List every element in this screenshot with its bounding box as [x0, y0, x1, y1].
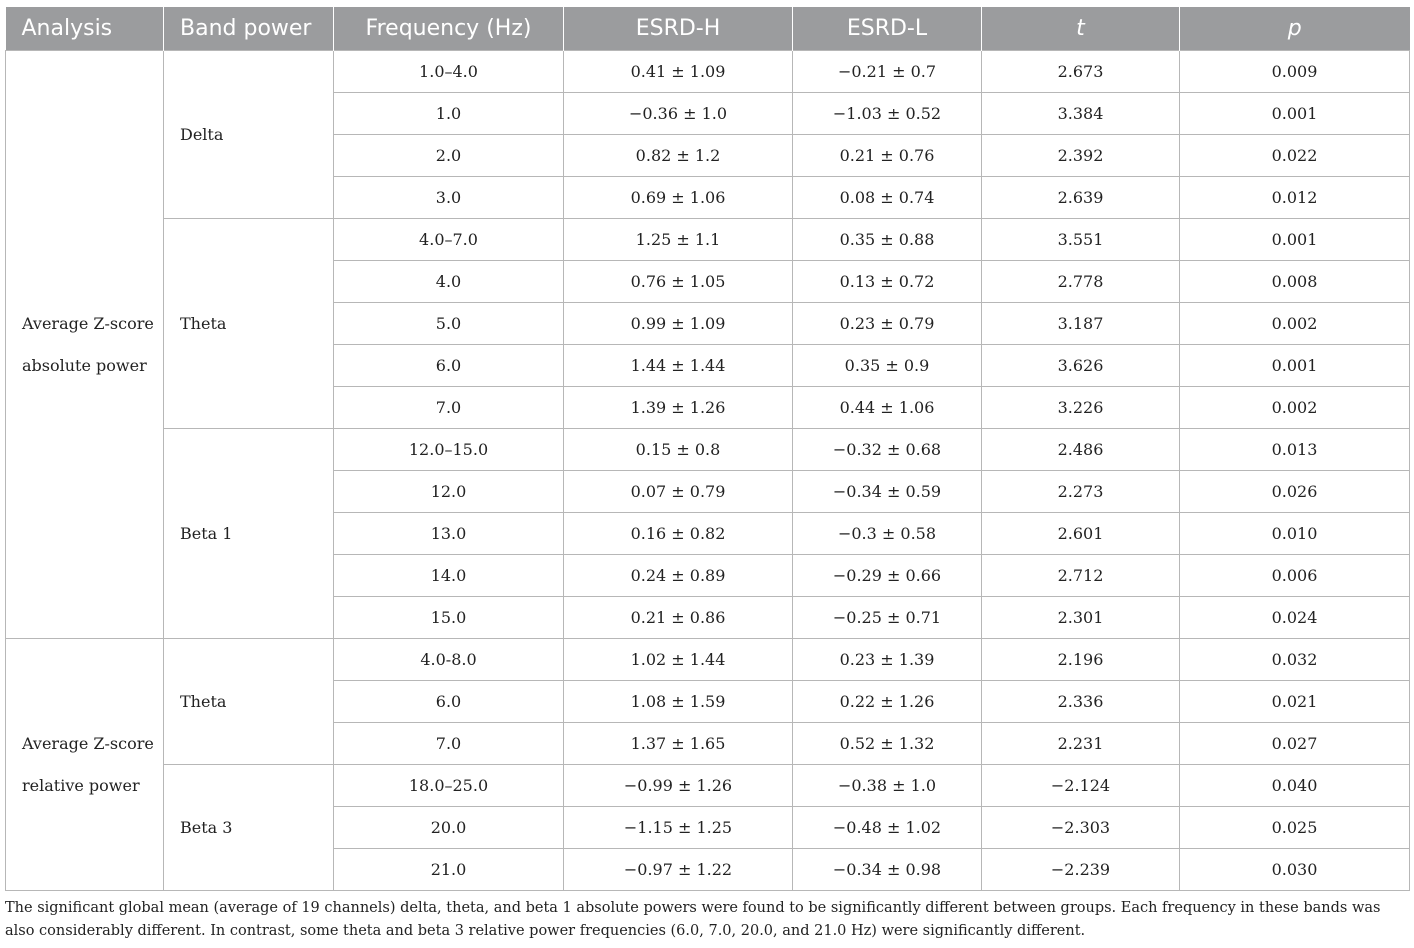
p-cell: 0.002 [1180, 303, 1410, 345]
band-cell: Beta 3 [164, 765, 334, 891]
p-cell: 0.001 [1180, 93, 1410, 135]
esrd-l-cell: −0.34 ± 0.59 [793, 471, 982, 513]
esrd-h-cell: −0.97 ± 1.22 [564, 849, 793, 891]
p-cell: 0.009 [1180, 51, 1410, 93]
esrd-l-cell: 0.44 ± 1.06 [793, 387, 982, 429]
p-cell: 0.001 [1180, 219, 1410, 261]
p-cell: 0.021 [1180, 681, 1410, 723]
esrd-l-cell: 0.35 ± 0.88 [793, 219, 982, 261]
esrd-h-cell: −1.15 ± 1.25 [564, 807, 793, 849]
t-cell: 2.712 [982, 555, 1180, 597]
p-cell: 0.026 [1180, 471, 1410, 513]
header-esrd-l: ESRD-L [793, 7, 982, 51]
esrd-h-cell: 0.82 ± 1.2 [564, 135, 793, 177]
p-cell: 0.013 [1180, 429, 1410, 471]
results-table-container [5, 7, 1409, 891]
freq-cell: 15.0 [334, 597, 564, 639]
p-cell: 0.008 [1180, 261, 1410, 303]
esrd-h-cell: 0.07 ± 0.79 [564, 471, 793, 513]
freq-cell: 18.0–25.0 [334, 765, 564, 807]
esrd-h-cell: 0.16 ± 0.82 [564, 513, 793, 555]
freq-cell: 12.0–15.0 [334, 429, 564, 471]
freq-cell: 6.0 [334, 681, 564, 723]
t-cell: 2.231 [982, 723, 1180, 765]
p-cell: 0.024 [1180, 597, 1410, 639]
p-cell: 0.032 [1180, 639, 1410, 681]
esrd-l-cell: −1.03 ± 0.52 [793, 93, 982, 135]
table-footnote: The significant global mean (average of 19 channels) delta, theta, and beta 1 absolute powers were found to be significantly different between groups. Each frequency in these bands was also considerably different. In contrast, some theta and beta 3 relative power frequencies (6.0, 7.0, 20.0, and 21.0 Hz) were significantly different. [5, 900, 1381, 939]
freq-cell: 20.0 [334, 807, 564, 849]
freq-cell: 14.0 [334, 555, 564, 597]
freq-cell: 6.0 [334, 345, 564, 387]
t-cell: 2.601 [982, 513, 1180, 555]
esrd-l-cell: 0.08 ± 0.74 [793, 177, 982, 219]
freq-cell: 12.0 [334, 471, 564, 513]
t-cell: 3.187 [982, 303, 1180, 345]
band-cell: Beta 1 [164, 429, 334, 639]
esrd-l-cell: 0.35 ± 0.9 [793, 345, 982, 387]
table-body [6, 51, 1410, 891]
p-cell: 0.006 [1180, 555, 1410, 597]
analysis-cell: Average Z-score absolute power [6, 51, 164, 639]
esrd-h-cell: 0.24 ± 0.89 [564, 555, 793, 597]
band-cell: Theta [164, 639, 334, 765]
t-cell: 2.673 [982, 51, 1180, 93]
table-row [6, 639, 1410, 681]
header-frequency: Frequency (Hz) [334, 7, 564, 51]
results-table [5, 7, 1410, 891]
t-cell: 2.778 [982, 261, 1180, 303]
header-t: t [982, 7, 1180, 51]
esrd-h-cell: 0.69 ± 1.06 [564, 177, 793, 219]
esrd-h-cell: 0.15 ± 0.8 [564, 429, 793, 471]
p-cell: 0.010 [1180, 513, 1410, 555]
t-cell: −2.239 [982, 849, 1180, 891]
t-cell: 3.384 [982, 93, 1180, 135]
esrd-h-cell: −0.99 ± 1.26 [564, 765, 793, 807]
t-cell: 3.226 [982, 387, 1180, 429]
esrd-h-cell: 1.44 ± 1.44 [564, 345, 793, 387]
t-cell: 2.196 [982, 639, 1180, 681]
t-cell: 3.626 [982, 345, 1180, 387]
p-cell: 0.001 [1180, 345, 1410, 387]
esrd-h-cell: 0.21 ± 0.86 [564, 597, 793, 639]
freq-cell: 2.0 [334, 135, 564, 177]
esrd-l-cell: −0.21 ± 0.7 [793, 51, 982, 93]
p-cell: 0.027 [1180, 723, 1410, 765]
table-row [6, 219, 1410, 261]
t-cell: 2.301 [982, 597, 1180, 639]
freq-cell: 4.0–7.0 [334, 219, 564, 261]
esrd-h-cell: 1.02 ± 1.44 [564, 639, 793, 681]
esrd-l-cell: 0.23 ± 1.39 [793, 639, 982, 681]
table-row [6, 765, 1410, 807]
freq-cell: 3.0 [334, 177, 564, 219]
p-cell: 0.002 [1180, 387, 1410, 429]
t-cell: 2.486 [982, 429, 1180, 471]
p-cell: 0.012 [1180, 177, 1410, 219]
table-row [6, 429, 1410, 471]
esrd-l-cell: −0.34 ± 0.98 [793, 849, 982, 891]
freq-cell: 7.0 [334, 387, 564, 429]
p-cell: 0.022 [1180, 135, 1410, 177]
header-esrd-h: ESRD-H [564, 7, 793, 51]
esrd-l-cell: 0.22 ± 1.26 [793, 681, 982, 723]
freq-cell: 5.0 [334, 303, 564, 345]
freq-cell: 21.0 [334, 849, 564, 891]
t-cell: 2.273 [982, 471, 1180, 513]
esrd-h-cell: 1.37 ± 1.65 [564, 723, 793, 765]
t-cell: 3.551 [982, 219, 1180, 261]
esrd-l-cell: −0.48 ± 1.02 [793, 807, 982, 849]
p-cell: 0.025 [1180, 807, 1410, 849]
t-cell: −2.303 [982, 807, 1180, 849]
header-row [6, 7, 1410, 51]
header-band-power: Band power [164, 7, 334, 51]
t-cell: 2.336 [982, 681, 1180, 723]
header-analysis: Analysis [6, 7, 164, 51]
esrd-l-cell: 0.21 ± 0.76 [793, 135, 982, 177]
freq-cell: 4.0 [334, 261, 564, 303]
esrd-h-cell: 1.25 ± 1.1 [564, 219, 793, 261]
esrd-h-cell: −0.36 ± 1.0 [564, 93, 793, 135]
freq-cell: 13.0 [334, 513, 564, 555]
header-p: p [1180, 7, 1410, 51]
esrd-h-cell: 0.41 ± 1.09 [564, 51, 793, 93]
esrd-h-cell: 0.76 ± 1.05 [564, 261, 793, 303]
analysis-cell: Average Z-score relative power [6, 639, 164, 891]
freq-cell: 1.0–4.0 [334, 51, 564, 93]
freq-cell: 7.0 [334, 723, 564, 765]
esrd-l-cell: −0.38 ± 1.0 [793, 765, 982, 807]
t-cell: 2.392 [982, 135, 1180, 177]
table-row [6, 51, 1410, 93]
esrd-l-cell: −0.3 ± 0.58 [793, 513, 982, 555]
freq-cell: 4.0-8.0 [334, 639, 564, 681]
t-cell: −2.124 [982, 765, 1180, 807]
p-cell: 0.040 [1180, 765, 1410, 807]
esrd-h-cell: 1.39 ± 1.26 [564, 387, 793, 429]
p-cell: 0.030 [1180, 849, 1410, 891]
esrd-l-cell: −0.32 ± 0.68 [793, 429, 982, 471]
band-cell: Theta [164, 219, 334, 429]
freq-cell: 1.0 [334, 93, 564, 135]
t-cell: 2.639 [982, 177, 1180, 219]
esrd-h-cell: 1.08 ± 1.59 [564, 681, 793, 723]
esrd-l-cell: −0.25 ± 0.71 [793, 597, 982, 639]
esrd-l-cell: 0.13 ± 0.72 [793, 261, 982, 303]
band-cell: Delta [164, 51, 334, 219]
esrd-l-cell: 0.23 ± 0.79 [793, 303, 982, 345]
esrd-l-cell: 0.52 ± 1.32 [793, 723, 982, 765]
esrd-h-cell: 0.99 ± 1.09 [564, 303, 793, 345]
esrd-l-cell: −0.29 ± 0.66 [793, 555, 982, 597]
